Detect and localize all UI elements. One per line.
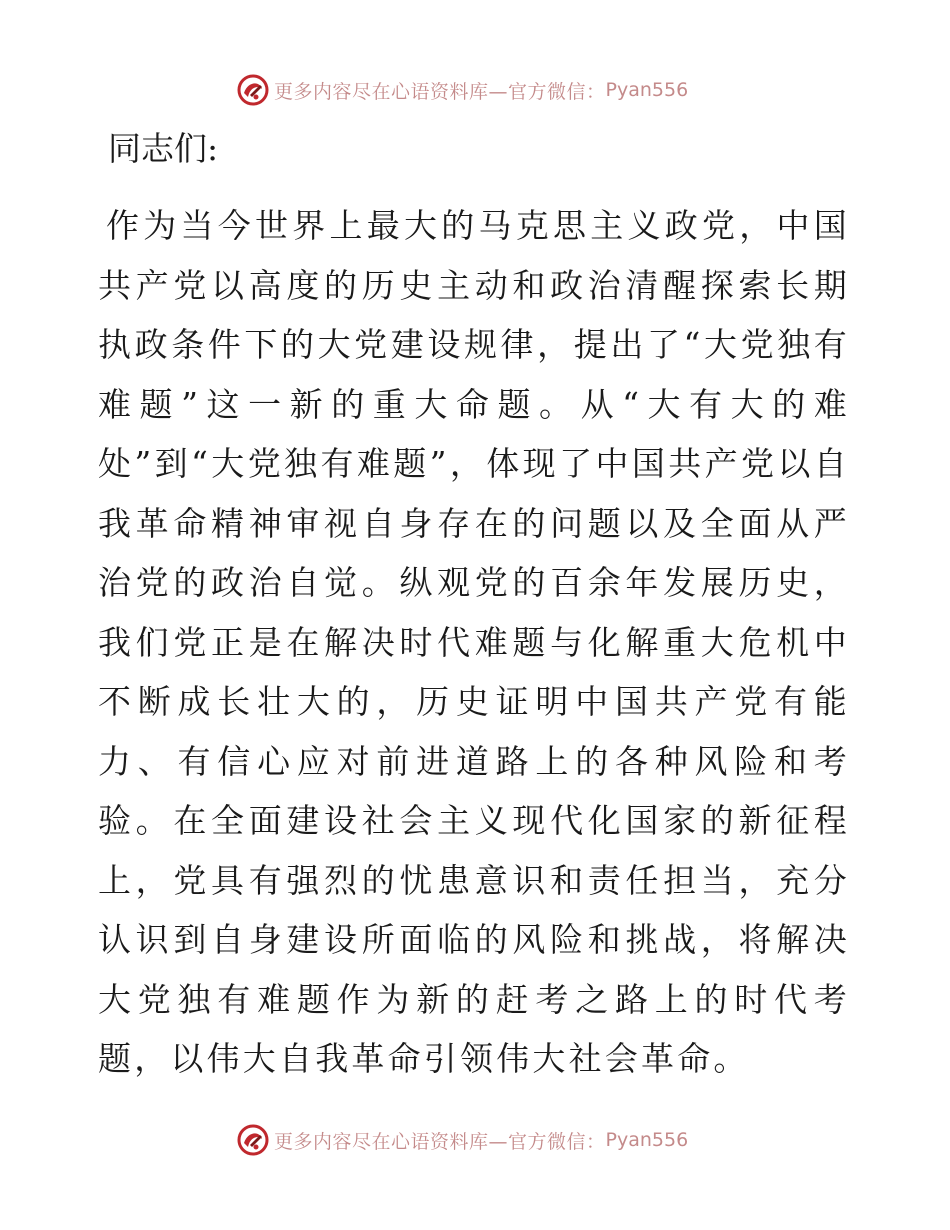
header-watermark — [236, 72, 688, 108]
watermark-id: Pyan556 — [605, 1129, 689, 1151]
watermark-text: 更多内容尽在心语资料库—官方微信： — [274, 1130, 606, 1153]
watermark-id: Pyan556 — [605, 79, 689, 101]
greeting: 同志们: — [108, 129, 219, 168]
footer-watermark — [236, 1122, 688, 1158]
watermark-text: 更多内容尽在心语资料库—官方微信： — [274, 80, 606, 103]
logo-icon — [236, 73, 270, 107]
logo-icon — [236, 1123, 270, 1157]
body-paragraph: 作为当今世界上最大的马克思主义政党，中国共产党以高度的历史主动和政治清醒探索长期执政条件下的大党建设规律，提出了“大党独有难题”这一新的重大命题。从“大有大的难处”到“大党独有难题”，体现了中国共产党以自我革命精神审视自身存在的问题以及全面从严治党的政治自觉。纵观党的百余年发展历史，我们党正是在解决时代难题与化解重大危机中不断成长壮大的，历史证明中国共产党有能力、有信心应对前进道路上的各种风险和考验。在全面建设社会主义现代化国家的新征程上，党具有强烈的忧患意识和责任担当，充分认识到自身建设所面临的风险和挑战，将解决大党独有难题作为新的赶考之路上的时代考题，以伟大自我革命引领伟大社会革命。 — [98, 206, 850, 1078]
